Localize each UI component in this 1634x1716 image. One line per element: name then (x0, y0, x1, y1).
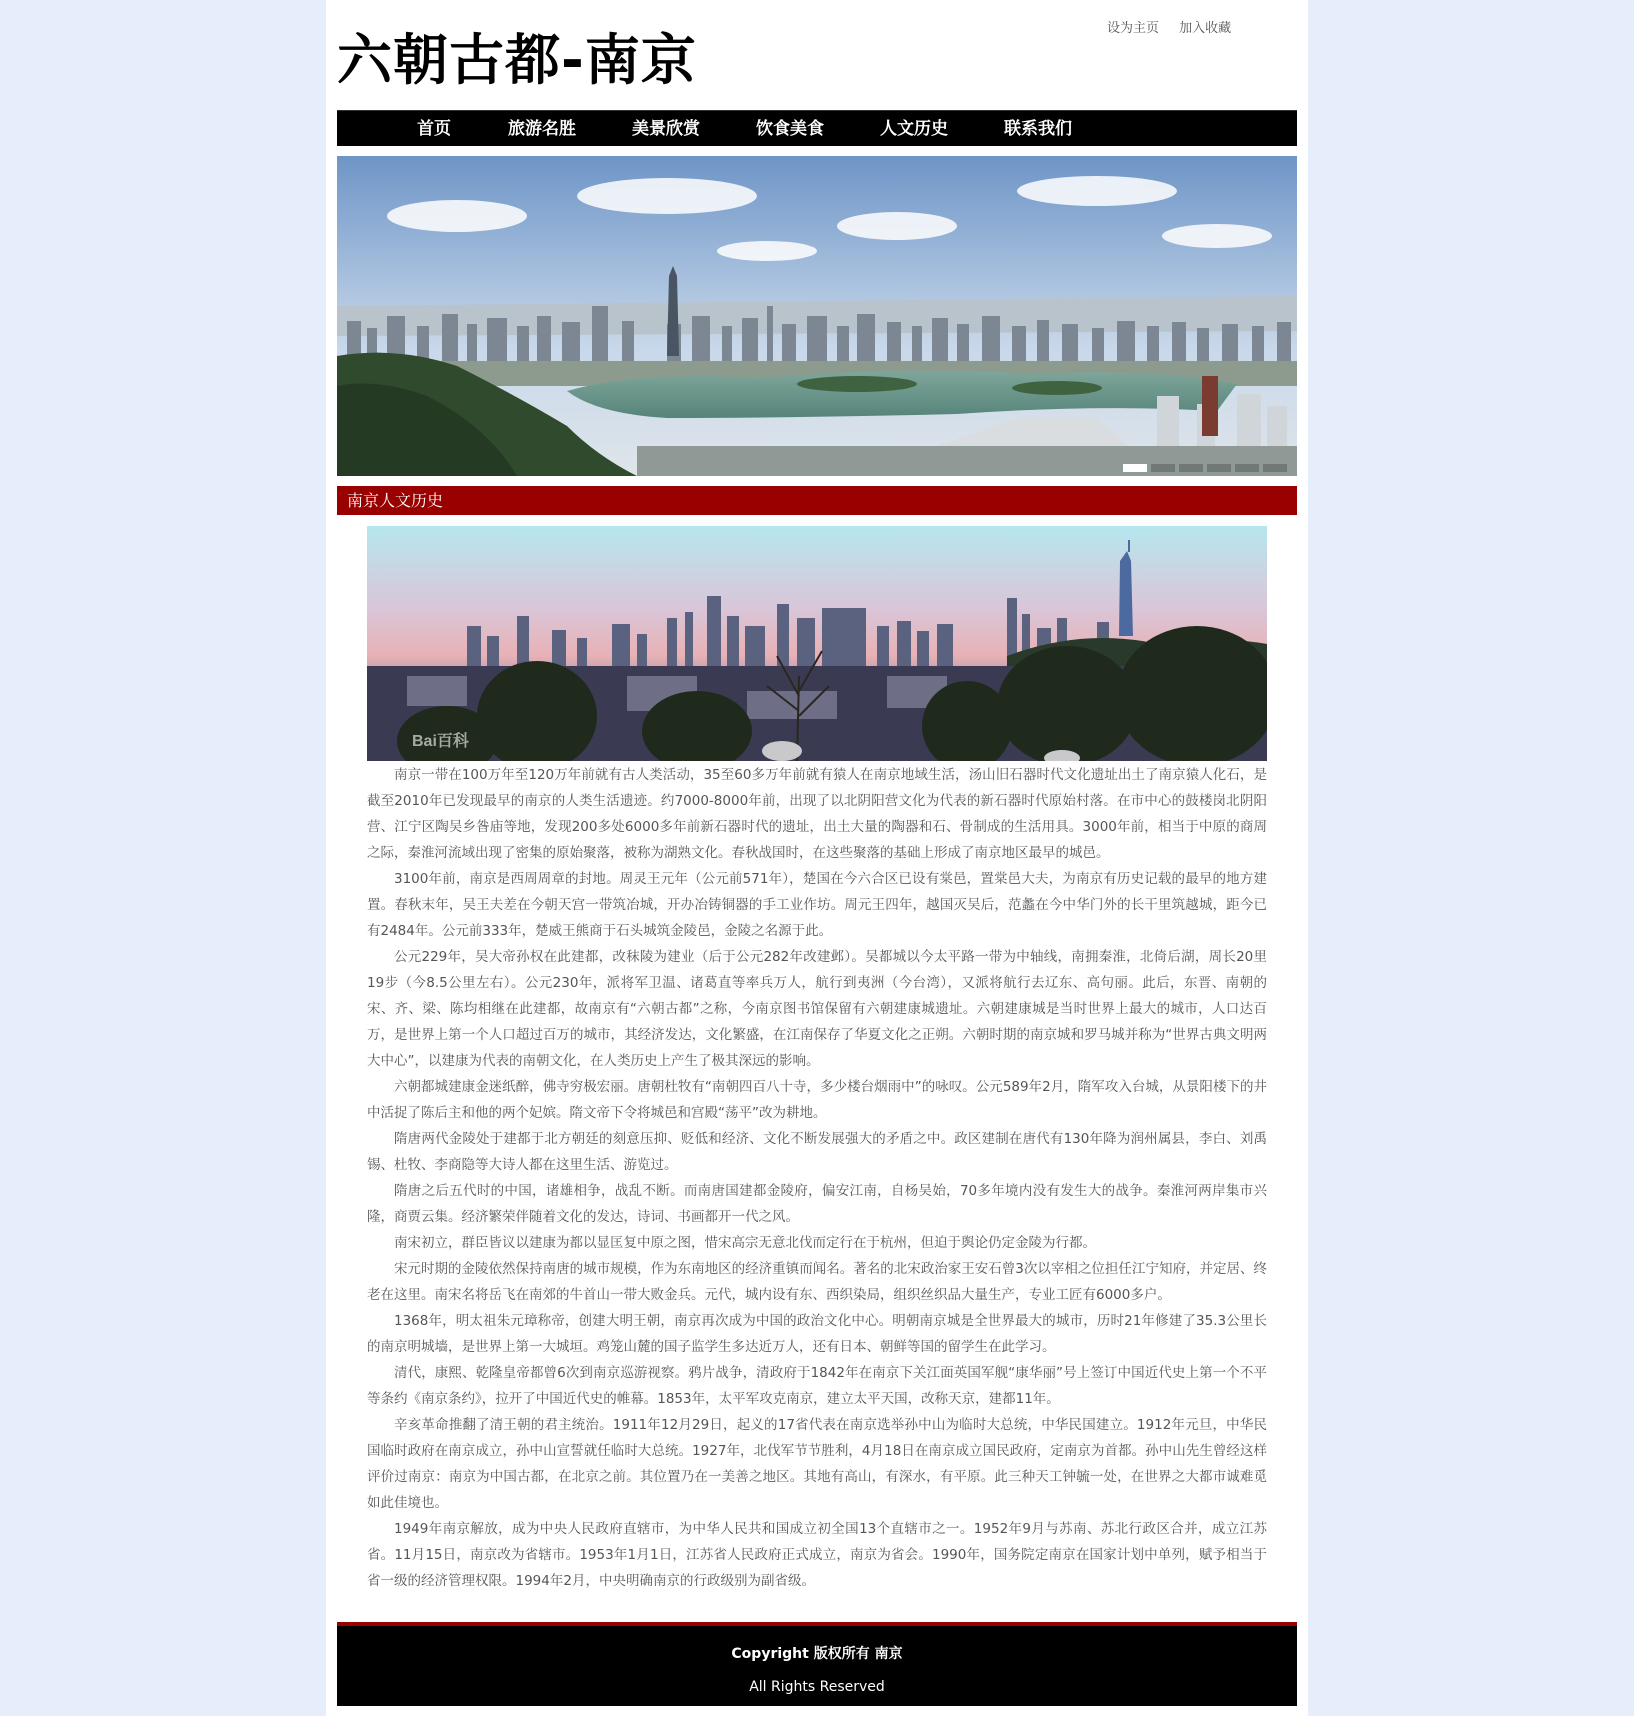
slider-dot[interactable] (1207, 464, 1231, 472)
history-article (367, 762, 1267, 1594)
rights-text: All Rights Reserved (749, 1679, 885, 1695)
banner-slider[interactable] (337, 156, 1297, 476)
article-paragraph: 清代，康熙、乾隆皇帝都曾6次到南京巡游视察。鸦片战争，清政府于1842年在南京下关江面英国军舰“康华丽”号上签订中国近代史上第一个不平等条约《南京条约》，拉开了中国近代史的帷幕。1853年，太平军攻克南京，建立太平天国，改称天京，建都11年。 (367, 1365, 1267, 1407)
slider-dot[interactable] (1179, 464, 1203, 472)
nanjing-night-skyline-image (367, 526, 1267, 761)
copyright-text: Copyright 版权所有 南京 (731, 1646, 903, 1662)
article-paragraph: 1949年南京解放，成为中央人民政府直辖市，为中华人民共和国成立初全国13个直辖市之一。1952年9月与苏南、苏北行政区合并，成立江苏省。11月15日，南京改为省辖市。1953年1月1日，江苏省人民政府正式成立，南京为省会。1990年，国务院定南京在国家计划中单列，赋予相当于省一级的经济管理权限。1994年2月，中央明确南京的行政级别为副省级。 (367, 1521, 1267, 1589)
city-panorama-image (337, 156, 1297, 476)
article-paragraph: 3100年前，南京是西周周章的封地。周灵王元年（公元前571年），楚国在今六合区已设有棠邑，置棠邑大夫，为南京有历史记载的最早的地方建置。春秋末年，吴王夫差在今朝天宫一带筑冶城，开办冶铸铜器的手工业作坊。周元王四年，越国灭吴后，范蠡在今中华门外的长干里筑越城，距今已有2484年。公元前333年，楚威王熊商于石头城筑金陵邑，金陵之名源于此。 (367, 871, 1267, 939)
nav-item-home[interactable]: 首页 (417, 119, 451, 139)
nav-item-food[interactable]: 饮食美食 (756, 119, 824, 139)
add-favorite-link[interactable]: 加入收藏 (1179, 21, 1232, 36)
footer (337, 1626, 1297, 1706)
watermark-text: Bai百科 (412, 733, 469, 750)
article-paragraph: 六朝都城建康金迷纸醉，佛寺穷极宏丽。唐朝杜牧有“南朝四百八十寺，多少楼台烟雨中”的咏叹。公元589年2月，隋军攻入台城，从景阳楼下的井中活捉了陈后主和他的两个妃嫔。隋文帝下令将城邑和宫殿“荡平”改为耕地。 (367, 1079, 1267, 1121)
page-container (326, 0, 1308, 1716)
section-title-bar: 南京人文历史 (337, 486, 1297, 515)
slider-dot[interactable] (1263, 464, 1287, 472)
slider-dot[interactable] (1123, 464, 1147, 472)
nav-item-history[interactable]: 人文历史 (880, 119, 948, 139)
nav-item-contact[interactable]: 联系我们 (1004, 119, 1072, 139)
article-paragraph: 1368年，明太祖朱元璋称帝，创建大明王朝，南京再次成为中国的政治文化中心。明朝南京城是全世界最大的城市，历时21年修建了35.3公里长的南京明城墙，是世界上第一大城垣。鸡笼山麓的国子监学生多达近万人，还有日本、朝鲜等国的留学生在此学习。 (367, 1313, 1267, 1355)
slider-dot[interactable] (1151, 464, 1175, 472)
nav-item-scenery[interactable]: 美景欣赏 (632, 119, 700, 139)
slider-dot[interactable] (1235, 464, 1259, 472)
article-paragraph: 隋唐两代金陵处于建都于北方朝廷的刻意压抑、贬低和经济、文化不断发展强大的矛盾之中。政区建制在唐代有130年降为润州属县，李白、刘禹锡、杜牧、李商隐等大诗人都在这里生活、游览过。 (367, 1131, 1267, 1173)
article-paragraph: 南宋初立，群臣皆议以建康为都以显匡复中原之图，惜宋高宗无意北伐而定行在于杭州，但迫于舆论仍定金陵为行都。 (394, 1235, 1096, 1251)
article-paragraph: 隋唐之后五代时的中国，诸雄相争，战乱不断。而南唐国建都金陵府，偏安江南，自杨吴始，70多年境内没有发生大的战争。秦淮河两岸集市兴隆，商贾云集。经济繁荣伴随着文化的发达，诗词、书画都开一代之风。 (367, 1183, 1267, 1225)
article-paragraph: 公元229年，吴大帝孙权在此建都，改秣陵为建业（后于公元282年改建邺）。吴都城以今太平路一带为中轴线，南拥秦淮，北倚后湖，周长20里19步（今8.5公里左右）。公元230年，派将军卫温、诸葛直等率兵万人，航行到夷洲（今台湾），又派将航行去辽东、高句丽。此后，东晋、南朝的宋、齐、梁、陈均相继在此建都，故南京有“六朝古都”之称，今南京图书馆保留有六朝建康城遗址。六朝建康城是当时世界上最大的城市，人口达百万，是世界上第一个人口超过百万的城市，其经济发达，文化繁盛，在江南保存了华夏文化之正朔。六朝时期的南京城和罗马城并称为“世界古典文明两大中心”，以建康为代表的南朝文化，在人类历史上产生了极其深远的影响。 (367, 949, 1267, 1069)
top-links (1107, 17, 1247, 36)
set-homepage-link[interactable]: 设为主页 (1107, 21, 1160, 36)
slider-dots (1123, 464, 1287, 472)
article-paragraph: 宋元时期的金陵依然保持南唐的城市规模，作为东南地区的经济重镇而闻名。著名的北宋政治家王安石曾3次以宰相之位担任江宁知府，并定居、终老在这里。南宋名将岳飞在南郊的牛首山一带大败金兵。元代，城内设有东、西织染局，组织丝织品大量生产，专业工匠有6000多户。 (367, 1261, 1267, 1303)
article-paragraph: 辛亥革命推翻了清王朝的君主统治。1911年12月29日，起义的17省代表在南京选举孙中山为临时大总统，中华民国建立。1912年元旦，中华民国临时政府在南京成立，孙中山宣誓就任临时大总统。1927年，北伐军节节胜利，4月18日在南京成立国民政府，定南京为首都。孙中山先生曾经这样评价过南京：南京为中国古都，在北京之前。其位置乃在一美善之地区。其地有高山，有深水，有平原。此三种天工钟毓一处，在世界之大都市诚难觅如此佳境也。 (367, 1417, 1267, 1511)
nav-item-attractions[interactable]: 旅游名胜 (508, 119, 576, 139)
site-title: 六朝古都-南京 (337, 28, 697, 92)
article-paragraph: 南京一带在100万年至120万年前就有古人类活动，35至60多万年前就有猿人在南京地域生活，汤山旧石器时代文化遗址出土了南京猿人化石，是截至2010年已发现最早的南京的人类生活遗迹。约7000-8000年前，出现了以北阴阳营文化为代表的新石器时代原始村落。在市中心的鼓楼岗北阴阳营、江宁区陶吴乡昝庙等地，发现200多处6000多年前新石器时代的遗址，出土大量的陶器和石、骨制成的生活用具。3000年前，相当于中原的商周之际，秦淮河流域出现了密集的原始聚落，被称为湖熟文化。春秋战国时，在这些聚落的基础上形成了南京地区最早的城邑。 (367, 767, 1267, 861)
main-nav (337, 110, 1297, 146)
